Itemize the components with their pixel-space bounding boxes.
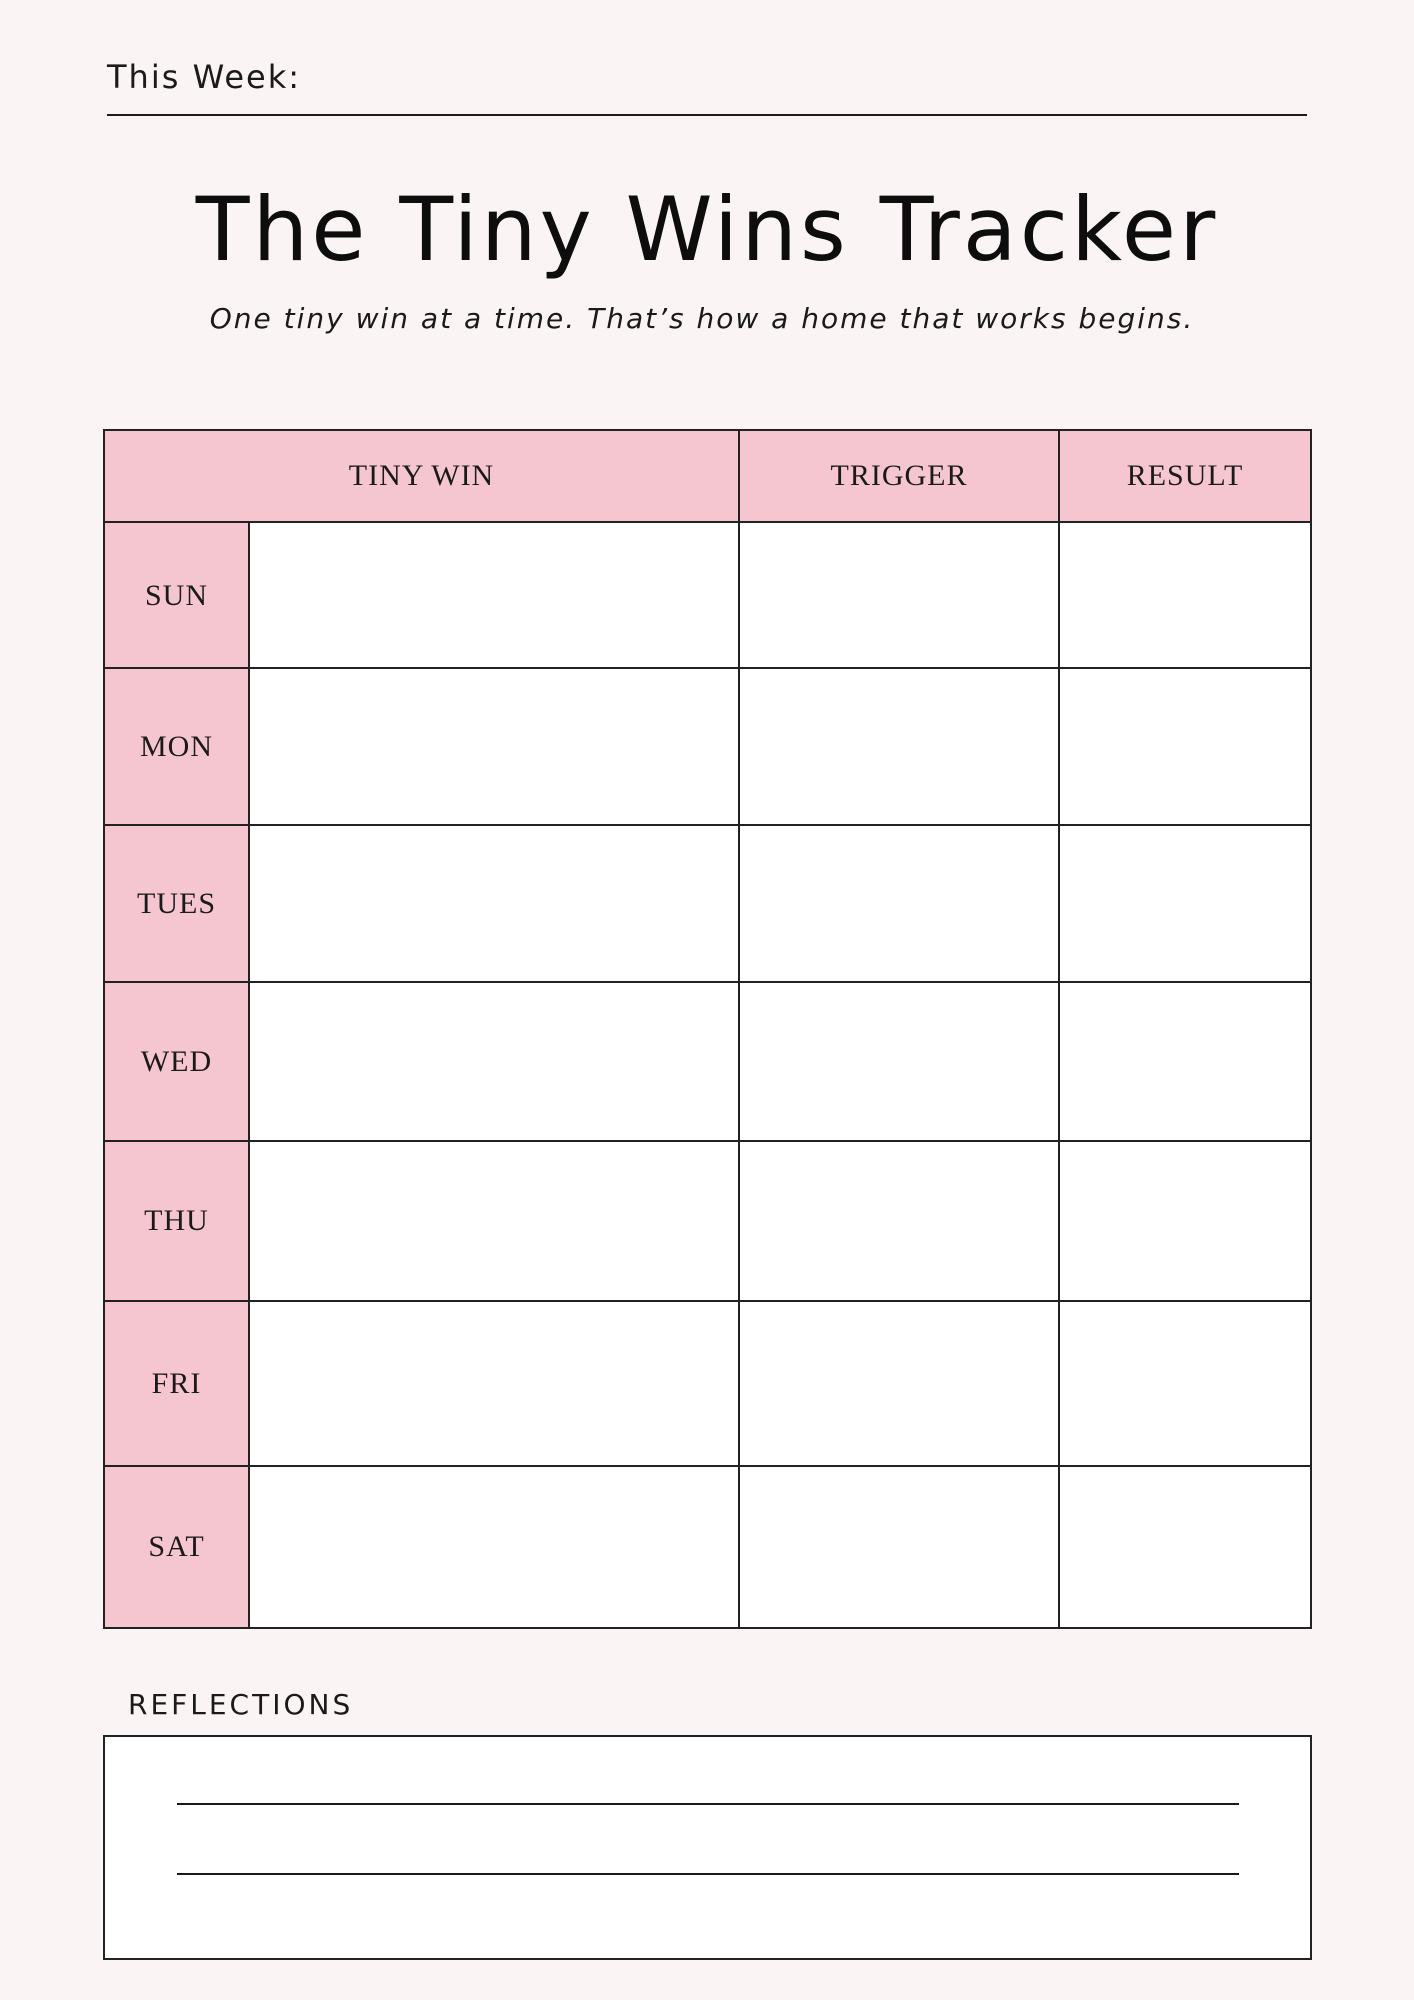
page-subtitle: One tiny win at a time. That’s how a home that works begins. [209,302,1195,335]
reflection-line-1-area[interactable] [177,1753,1239,1803]
grid-hline [105,667,1310,669]
day-label-wed: WED [105,982,250,1141]
result-cell-sat[interactable] [1060,1468,1310,1627]
trigger-cell-fri[interactable] [740,1303,1058,1466]
tiny-win-cell-sat[interactable] [250,1468,738,1627]
tiny-win-cell-thu[interactable] [250,1143,738,1301]
tracker-table [103,429,1312,1629]
column-header-result: RESULT [1058,431,1310,523]
grid-hline [105,1140,1310,1142]
grid-vline-result [1058,431,1060,1627]
grid-hline [105,824,1310,826]
grid-vline-trigger [738,431,740,1627]
reflections-label: REFLECTIONS [128,1688,354,1721]
day-label-fri: FRI [105,1301,250,1466]
result-cell-fri[interactable] [1060,1303,1310,1466]
reflection-line-1 [177,1803,1239,1805]
trigger-cell-wed[interactable] [740,984,1058,1141]
tiny-win-cell-sun[interactable] [250,525,738,668]
result-cell-thu[interactable] [1060,1143,1310,1301]
column-header-trigger: TRIGGER [738,431,1058,523]
day-label-mon: MON [105,668,250,825]
result-cell-tues[interactable] [1060,827,1310,982]
grid-hline [105,981,1310,983]
trigger-cell-thu[interactable] [740,1143,1058,1301]
tiny-win-cell-mon[interactable] [250,670,738,825]
this-week-label: This Week: [107,58,302,96]
reflections-box [103,1735,1312,1960]
reflection-line-2-area[interactable] [177,1823,1239,1873]
result-cell-sun[interactable] [1060,525,1310,668]
page-title: The Tiny Wins Tracker [195,178,1219,281]
trigger-cell-tues[interactable] [740,827,1058,982]
day-label-sun: SUN [105,523,250,668]
result-cell-wed[interactable] [1060,984,1310,1141]
result-cell-mon[interactable] [1060,670,1310,825]
column-header-tiny-win: TINY WIN [105,431,738,523]
this-week-line[interactable] [107,114,1307,116]
day-label-sat: SAT [105,1466,250,1627]
trigger-cell-mon[interactable] [740,670,1058,825]
tiny-win-cell-fri[interactable] [250,1303,738,1466]
grid-hline [105,1465,1310,1467]
reflection-line-2 [177,1873,1239,1875]
trigger-cell-sun[interactable] [740,525,1058,668]
tiny-win-cell-wed[interactable] [250,984,738,1141]
tiny-win-cell-tues[interactable] [250,827,738,982]
grid-hline [105,1300,1310,1302]
day-label-thu: THU [105,1141,250,1301]
trigger-cell-sat[interactable] [740,1468,1058,1627]
day-label-tues: TUES [105,825,250,982]
